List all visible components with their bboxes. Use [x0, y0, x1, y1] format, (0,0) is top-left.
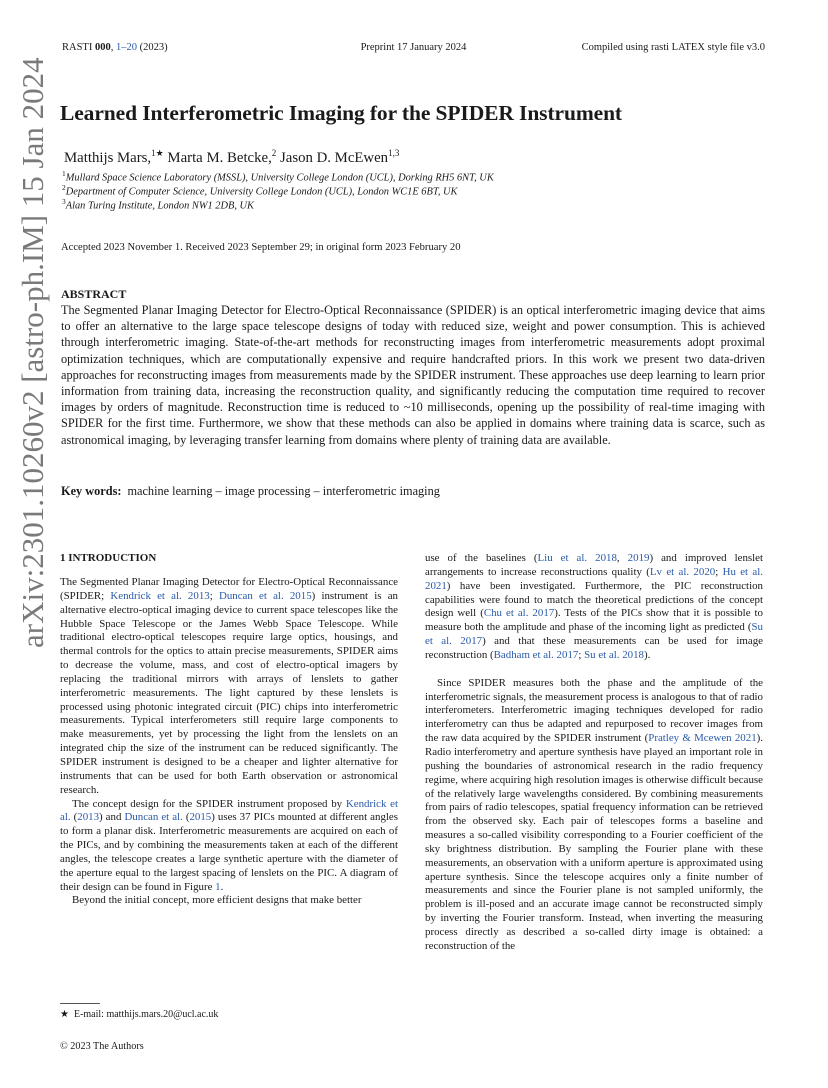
citation-link[interactable]: Pratley & Mcewen 2021 — [648, 732, 757, 745]
author-mcewen-affil: 1,3 — [388, 148, 400, 158]
citation-link[interactable]: 2019 — [627, 552, 650, 564]
citation-link[interactable]: Duncan et al. — [124, 811, 183, 824]
preprint-date: Preprint 17 January 2024 — [360, 42, 467, 53]
right-column — [425, 552, 763, 954]
paragraph: The Segmented Planar Imaging Detector for Electro-Optical Reconnaissance (SPIDER; Kendrick et al. 2013; Duncan et al. 2015) instrument is an alternative electro-optical imaging device to current space telescopes like the Hubble Space Telescope or the James Webb Space Telescope. While traditional electro-optical telescopes require large optics, housings, and thermal controls for the optics to attain precise measurements, SPIDER aims to decrease the volume, mass, and cost of electro-optical imagers by replacing the traditional mirrors with arrays of lenslets to gather interferometric measurements. The light captured by these lenslets is processed using photonic integrated circuit (PIC) chips into interferometric measurements. Typical interferometers still require large components to make measurements, yet by processing the light from the lenslets on an integrated chip the size of the instrument can be reduced significantly. The SPIDER instrument is designed to be a cheaper and lighter alternative for instruments that can be used for both Earth observation or astronomical research. — [60, 576, 398, 796]
citation-link[interactable]: Liu et al. 2018 — [537, 552, 617, 564]
keywords-label: Key words: — [61, 484, 122, 498]
paragraph: The concept design for the SPIDER instrument proposed by Kendrick et al. (2013) and Duncan et al. (2015) uses 37 PICs mounted at different angles to form a planar disk. Interferometric measurements are acquired on each of the PICs, and by combining the measurements taken at each of the different angles, the telescope creates a large synthetic aperture with the diameter of the aperture equal to the largest spacing of lenslets on the PIC. A diagram of their design can be found in Figure 1. — [60, 797, 399, 893]
author-mars-affil: 1★ — [151, 148, 164, 158]
arxiv-identifier: arXiv:2301.10260v2 [astro-ph.IM] 15 Jan 2024 — [15, 57, 50, 648]
citation-link[interactable]: 2015 — [189, 811, 212, 824]
style-file-note: Compiled using rasti LATEX style file v3.0 — [581, 42, 765, 53]
citation-link[interactable]: Lv et al. 2020 — [649, 565, 716, 578]
author-betcke-affil: 2 — [271, 148, 277, 158]
paper-title: Learned Interferometric Imaging for the SPIDER Instrument — [60, 101, 622, 125]
keywords — [61, 484, 440, 499]
citation-link[interactable]: Su et al. 2018 — [584, 648, 644, 661]
footnote-mark: ★ — [60, 1009, 69, 1020]
left-column — [60, 576, 398, 908]
citation-link[interactable]: Badham et al. 2017 — [493, 648, 579, 661]
footnote-email — [60, 1009, 218, 1020]
affiliation-1: $^1$Mullard Space Science Laboratory (MSSL), University College London (UCL), Dorking RH5 6NT, UK — [62, 169, 494, 184]
email-text[interactable]: E-mail: matthijs.mars.20@ucl.ac.uk — [73, 1009, 219, 1020]
affiliation-2: $^2$Department of Computer Science, University College London (UCL), London WC1E 6BT, UK — [62, 183, 458, 198]
footnote-rule — [60, 1003, 100, 1004]
abstract-heading: ABSTRACT — [61, 287, 127, 301]
author-betcke: Marta M. Betcke, — [163, 149, 272, 166]
page-range-link[interactable]: 1–20 — [115, 42, 137, 53]
citation-link[interactable]: Chu et al. 2017 — [483, 607, 555, 620]
paragraph: use of the baselines (Liu et al. 2018, 2019) and improved lenslet arrangements to increase reconstructions quality (Lv et al. 2020; Hu et al. 2021) have been investigated. Furthermore, the PIC reconstruction capabilities were found to match the theoretical predictions of the concept design well (Chu et al. 2017). Tests of the PICs show that it is possible to measure both the amplitude and phase of the incoming light as predicted (Su et al. 2017) and that these measurements can be used for image reconstruction (Badham et al. 2017; Su et al. 2018). — [425, 552, 764, 661]
citation-link[interactable]: Kendrick et al. — [60, 797, 399, 824]
running-header — [62, 42, 765, 56]
figure-link[interactable]: 1 — [215, 880, 221, 893]
author-mars: Matthijs Mars, — [64, 149, 152, 166]
section-heading: 1 INTRODUCTION — [60, 552, 157, 564]
author-list — [64, 148, 399, 167]
citation-link[interactable]: 2013 — [77, 811, 100, 824]
citation-link[interactable]: Su et al. 2017 — [425, 621, 763, 648]
copyright-notice: © 2023 The Authors — [60, 1041, 144, 1052]
abstract-body: The Segmented Planar Imaging Detector for Electro-Optical Reconnaissance (SPIDER) is an optical interferometric imaging device that aims to offer an alternative to the large space telescope designs of today with reduced size, weight and power consumption. This is achieved through interferometric imaging. State-of-the-art methods for reconstructing images from interferometric measurements adopt proximal optimization techniques, which are computationally expensive and require handcrafted priors. In this work we present two data-driven approaches for reconstructing images from measurements made by the SPIDER instrument. These approaches use deep learning to learn prior information from training data, increasing the reconstruction quality, and significantly reducing the computation time required to recover images by orders of magnitude. Reconstruction time is reduced to ~10 milliseconds, opening up the possibility of real-time imaging with SPIDER for the first time. Furthermore, we show that these methods can also be applied in domains where training data is scarce, such as astronomical imaging, by leveraging transfer learning from domains where plenty of training data are available. — [61, 303, 765, 447]
citation-link[interactable]: Kendrick et al. 2013 — [110, 589, 210, 602]
journal-citation: RASTI 000, 1–20 (2023) — [62, 42, 168, 53]
author-mcewen: Jason D. McEwen — [276, 149, 389, 166]
affiliation-3: $^3$Alan Turing Institute, London NW1 2DB, UK — [62, 197, 254, 212]
submission-dates: Accepted 2023 November 1. Received 2023 September 29; in original form 2023 February 20 — [61, 242, 461, 253]
citation-link[interactable]: Duncan et al. 2015 — [218, 589, 312, 602]
citation-link[interactable]: Hu et al. 2021 — [425, 565, 763, 592]
keywords-text: machine learning – image processing – interferometric imaging — [127, 484, 440, 498]
paragraph: Beyond the initial concept, more efficient designs that make better — [72, 894, 362, 907]
paragraph: Since SPIDER measures both the phase and the amplitude of the interferometric signals, the measurement process is analogous to that of radio interferometers. Interferometric imaging techniques developed for radio interferometry can thus be adapted and repurposed to recover images from the raw data acquired by the SPIDER instrument (Pratley & Mcewen 2021). Radio interferometry and aperture synthesis have played an important role in pushing the boundaries of astronomical research in the radio frequency regime, where acquiring high resolution images is otherwise difficult because of the relatively large wavelengths considered. By combining measurements from pairs of radio telescopes, spatial frequency information can be retrieved from the observed sky. Each pair of telescopes forms a baseline and measures a so-called visibility corresponding to a Fourier coefficient of the sky brightness distribution. By sampling the Fourier plane with these measurements, an observation with a uniform aperture is approximated using aperture synthesis. Since the telescope acquires only a finite number of measurements and since the Fourier plane is not sampled uniformly, the problem is ill-posed and an accurate image cannot be reconstructed simply by inverting the Fourier transform. Instead, when inverting the measuring process directly as described a so-called dirty image is obtained: a reconstruction of the — [425, 676, 763, 952]
